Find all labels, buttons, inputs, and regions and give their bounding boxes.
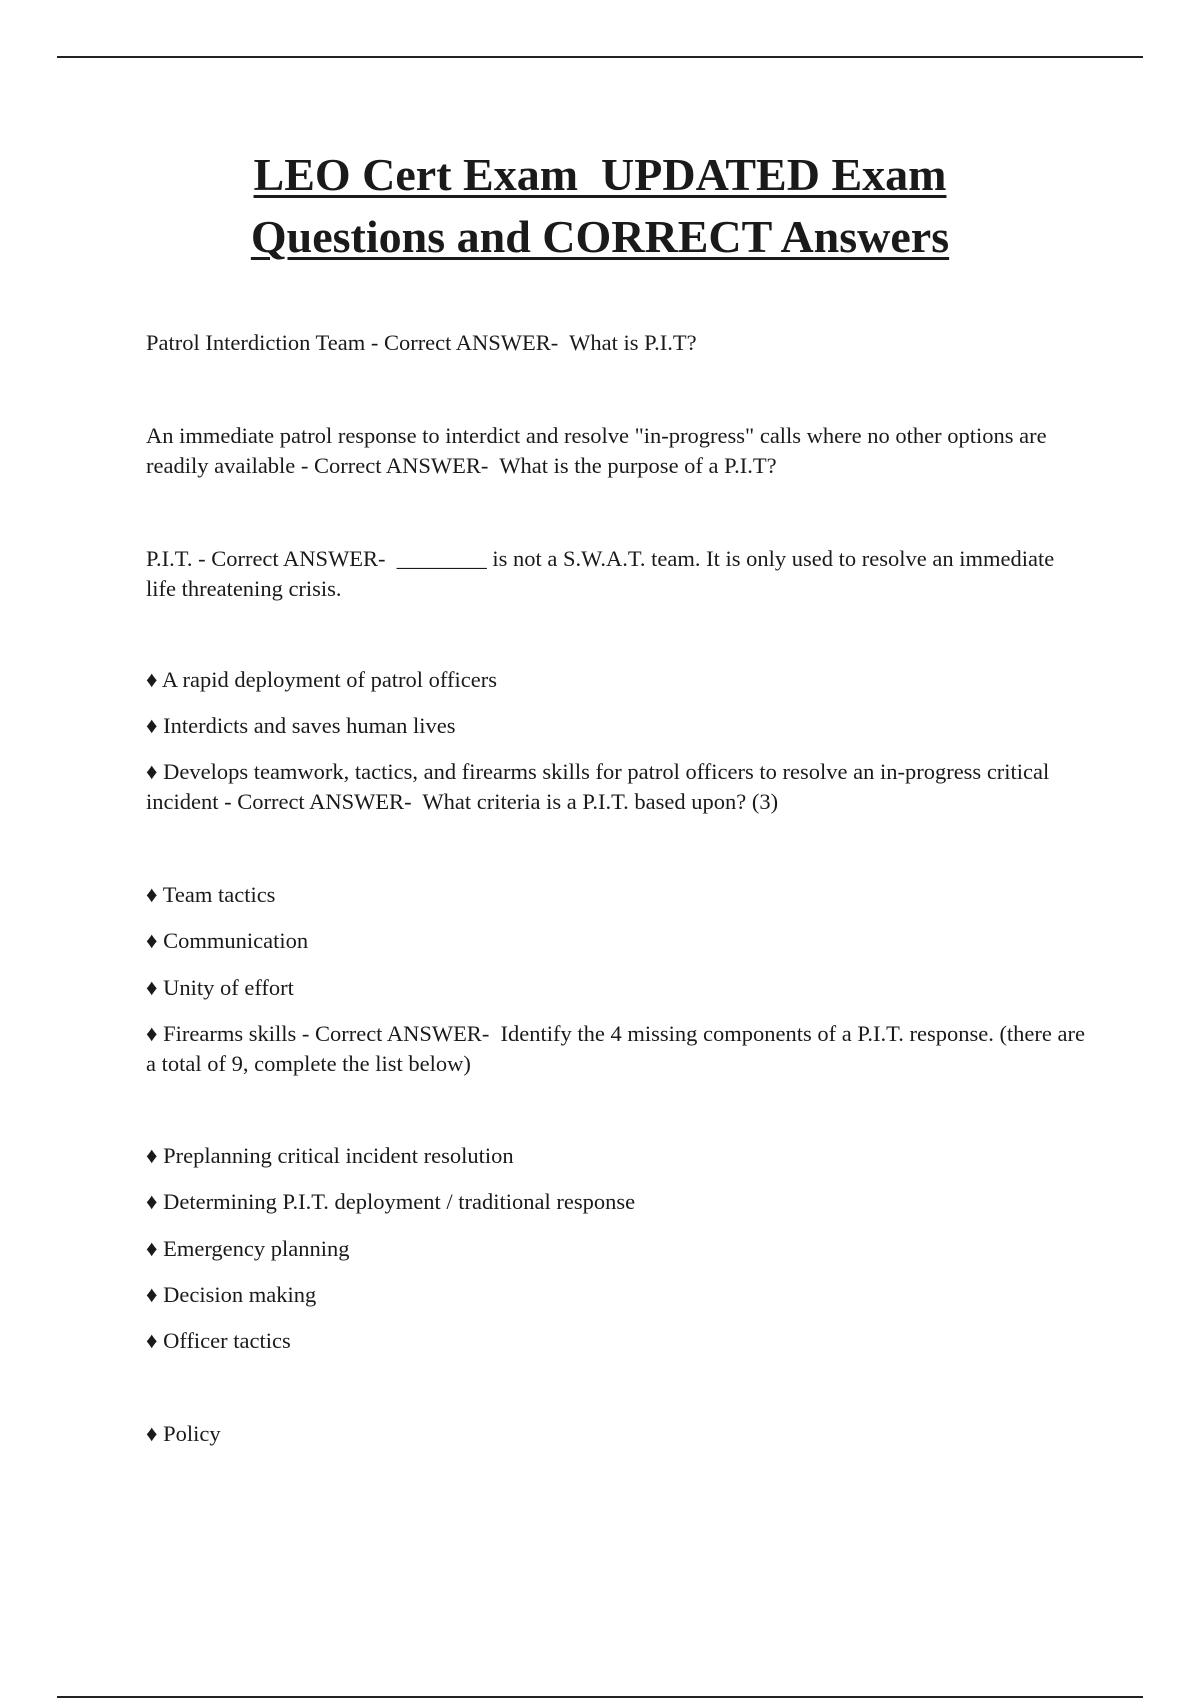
title-line-2: Questions and CORRECT Answers bbox=[250, 211, 950, 262]
bullet-team-tactics: ♦ Team tactics bbox=[146, 882, 276, 907]
qa-pit-purpose: An immediate patrol response to interdict and resolve "in-progress" calls where no other options are readily available - Correct ANSWER- What is the purpose of a P.I.T? bbox=[146, 423, 1053, 478]
bullet-officer-tactics: ♦ Officer tactics bbox=[146, 1328, 291, 1353]
bullet-deployment-decision: ♦ Determining P.I.T. deployment / traditional response bbox=[146, 1189, 636, 1214]
bullet-saves-lives: ♦ Interdicts and saves human lives bbox=[146, 713, 456, 738]
bullet-preplanning: ♦ Preplanning critical incident resolution bbox=[146, 1143, 514, 1168]
bullet-unity-of-effort: ♦ Unity of effort bbox=[146, 975, 294, 1000]
bottom-divider bbox=[57, 1696, 1143, 1698]
qa-pit-not-swat: P.I.T. - Correct ANSWER- ________ is not a S.W.A.T. team. It is only used to resolve an immediate life threatening crisis. bbox=[146, 546, 1060, 601]
bullet-rapid-deployment: ♦ A rapid deployment of patrol officers bbox=[146, 667, 497, 692]
title-line-1: LEO Cert Exam UPDATED Exam bbox=[253, 149, 947, 200]
bullet-communication: ♦ Communication bbox=[146, 928, 309, 953]
bullet-policy: ♦ Policy bbox=[146, 1421, 221, 1446]
top-divider bbox=[57, 56, 1143, 58]
qa-pit-definition: Patrol Interdiction Team - Correct ANSWER- What is P.I.T? bbox=[146, 330, 697, 355]
bullet-decision-making: ♦ Decision making bbox=[146, 1282, 317, 1307]
bullet-emergency-planning: ♦ Emergency planning bbox=[146, 1236, 350, 1261]
document-title bbox=[0, 144, 1200, 268]
qa-pit-criteria: ♦ Develops teamwork, tactics, and firearms skills for patrol officers to resolve an in-progress critical incident - Correct ANSWER- What criteria is a P.I.T. based upon? (3) bbox=[146, 759, 1055, 814]
qa-pit-missing-components: ♦ Firearms skills - Correct ANSWER- Identify the 4 missing components of a P.I.T. response. (there are a total of 9, complete the list below) bbox=[146, 1021, 1091, 1076]
